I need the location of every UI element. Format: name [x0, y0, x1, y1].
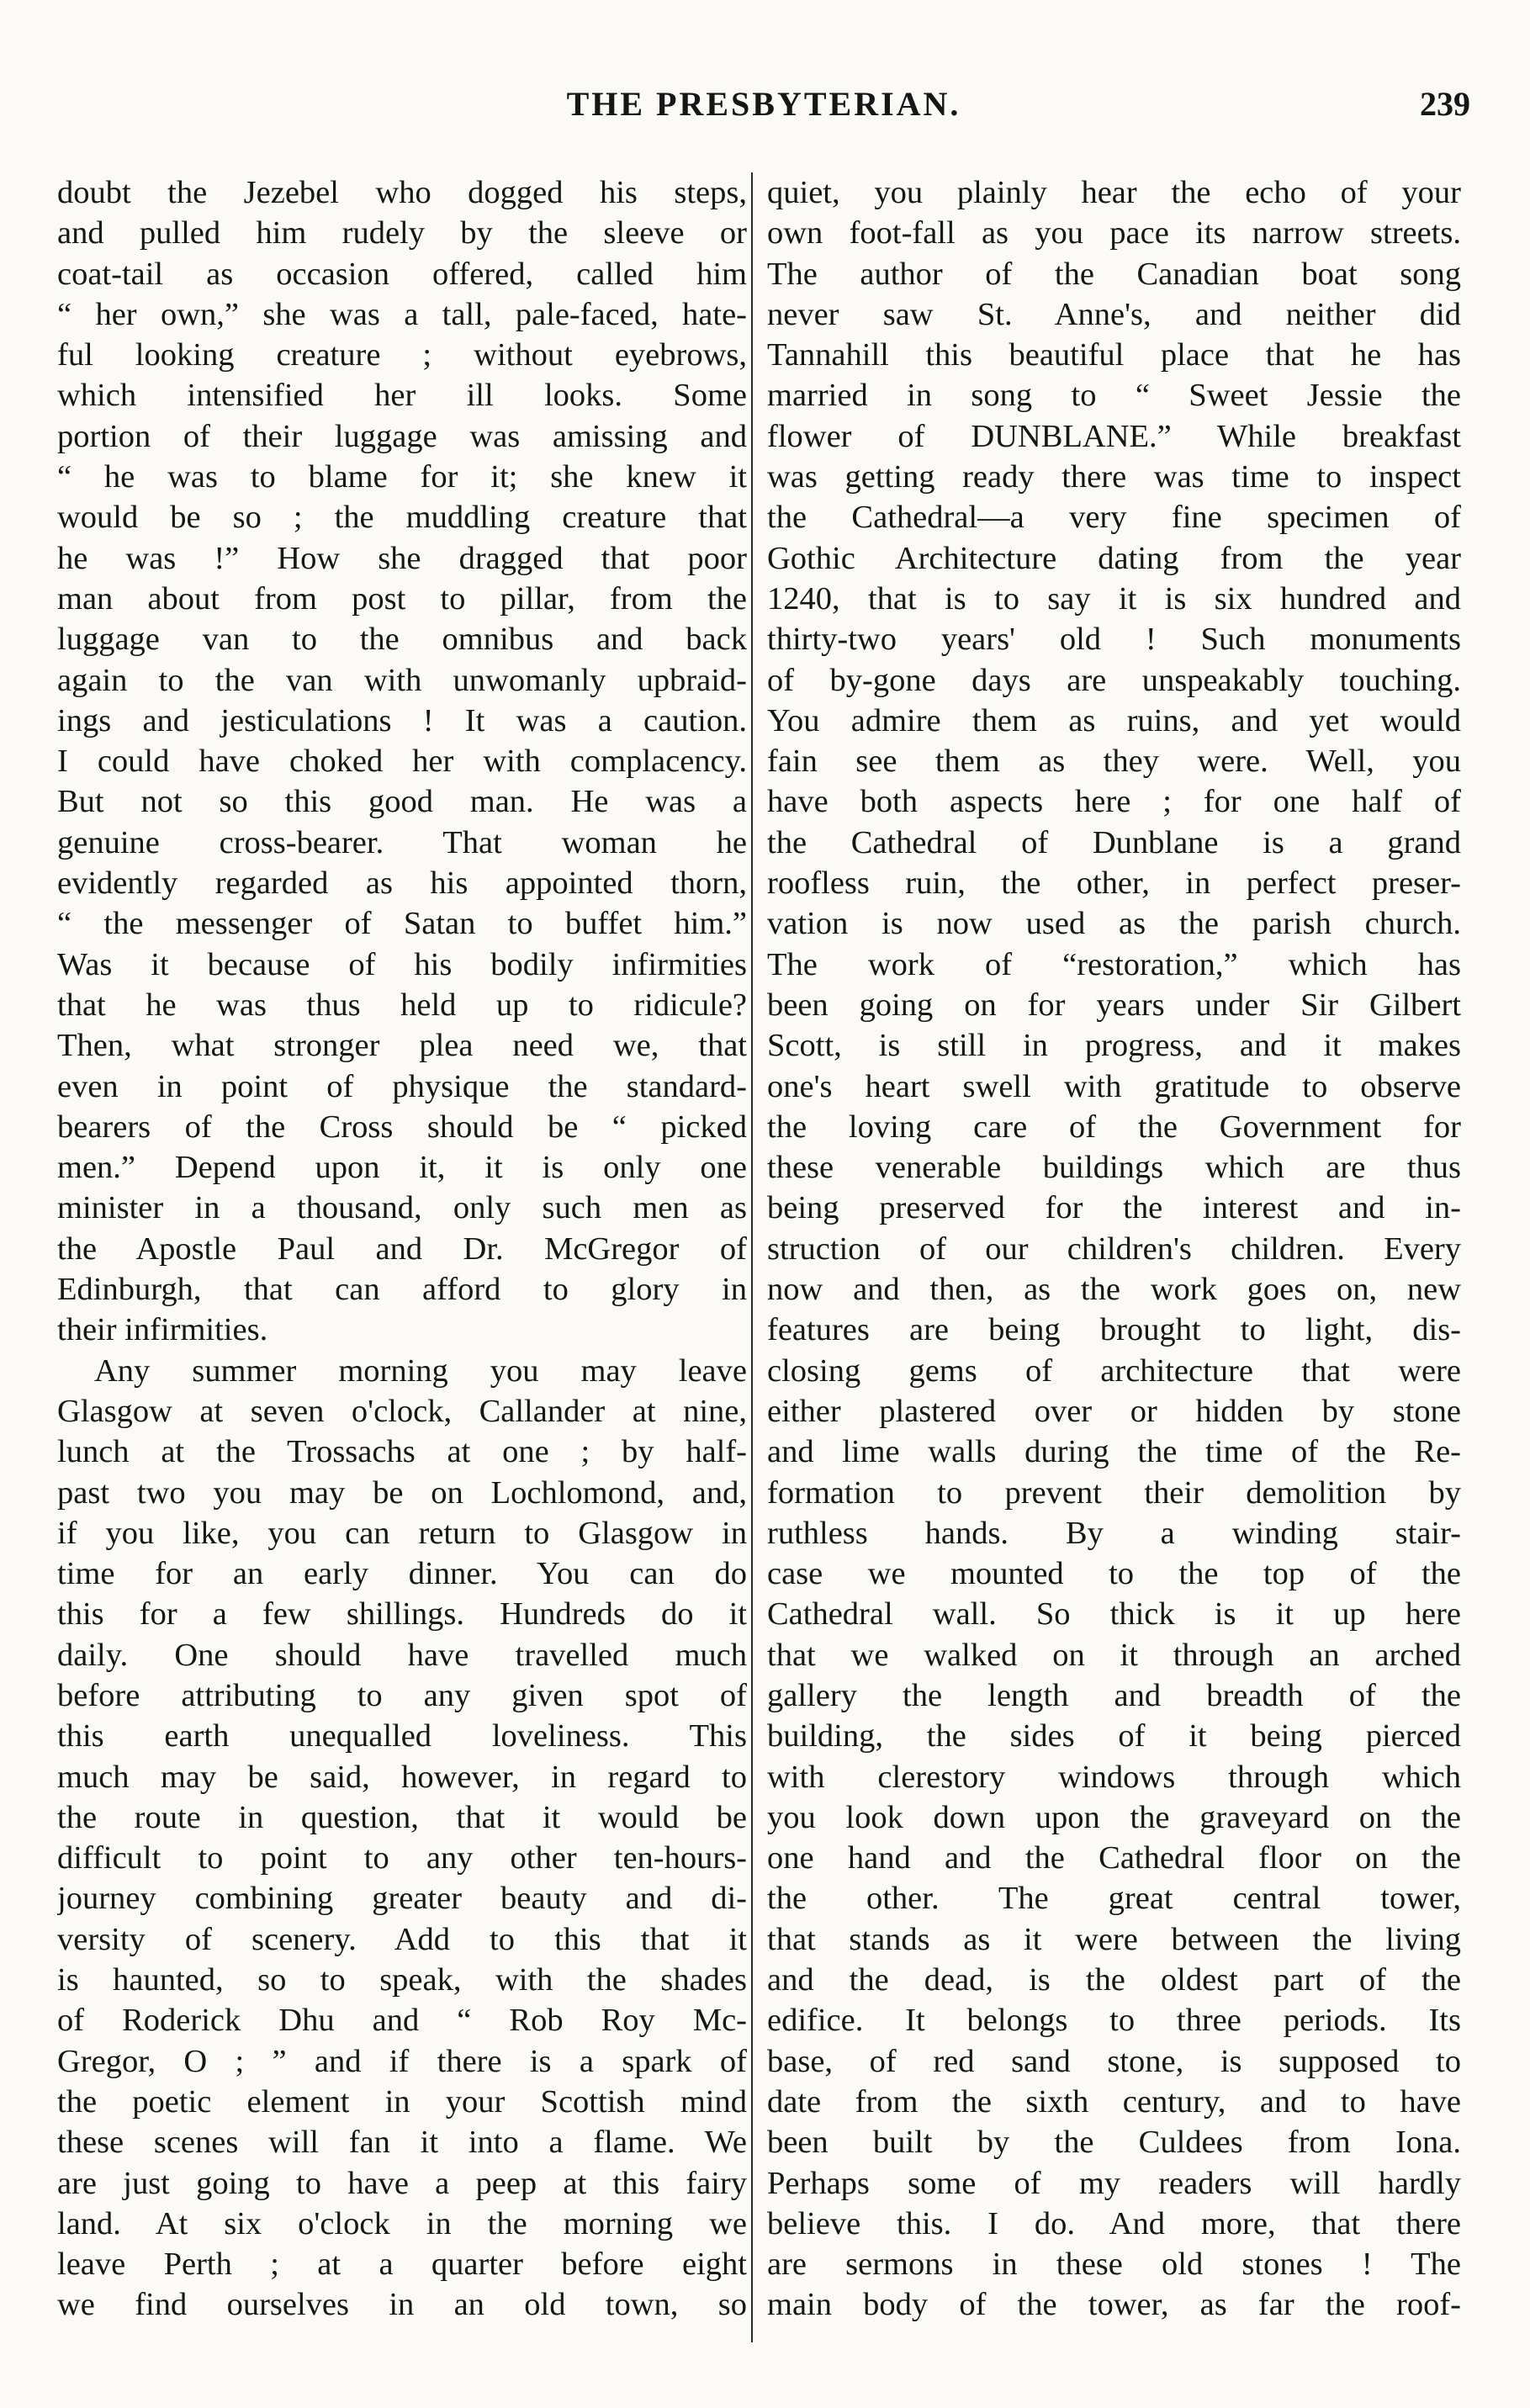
text-line: flower of DUNBLANE.” While breakfast [767, 418, 1461, 454]
text-line: before attributing to any given spot of [57, 1677, 747, 1713]
text-line: case we mounted to the top of the [767, 1556, 1461, 1592]
text-line: own foot-fall as you pace its narrow streets. [767, 215, 1461, 251]
text-line: building, the sides of it being pierced [767, 1718, 1461, 1754]
text-line: one hand and the Cathedral floor on the [767, 1840, 1461, 1876]
text-line: journey combining greater beauty and di- [57, 1881, 747, 1917]
text-line: being preserved for the interest and in- [767, 1190, 1461, 1226]
text-line: that stands as it were between the living [767, 1921, 1461, 1957]
text-line: roofless ruin, the other, in perfect preser- [767, 865, 1461, 902]
text-line: the Cathedral of Dunblane is a grand [767, 824, 1461, 860]
text-line: is haunted, so to speak, with the shades [57, 1962, 747, 1998]
text-line: these venerable buildings which are thus [767, 1150, 1461, 1186]
text-line: Gothic Architecture dating from the year [767, 540, 1461, 576]
text-line: and the dead, is the oldest part of the [767, 1962, 1461, 1998]
text-line: that we walked on it through an arched [767, 1637, 1461, 1673]
text-line: the Cathedral—a very fine specimen of [767, 500, 1461, 536]
text-line: their infirmities. [57, 1312, 268, 1348]
text-line: the other. The great central tower, [767, 1881, 1461, 1917]
text-line: man about from post to pillar, from the [57, 580, 747, 617]
text-line: the loving care of the Government for [767, 1109, 1461, 1145]
text-line: You admire them as ruins, and yet would [767, 702, 1461, 738]
text-line: past two you may be on Lochlomond, and, [57, 1474, 747, 1511]
text-line: Cathedral wall. So thick is it up here [767, 1596, 1461, 1633]
text-line: been going on for years under Sir Gilbert [767, 987, 1461, 1023]
text-line: this for a few shillings. Hundreds do it [57, 1596, 747, 1633]
text-line: are just going to have a peep at this fairy [57, 2165, 747, 2201]
text-line: date from the sixth century, and to have [767, 2083, 1461, 2120]
text-line: would be so ; the muddling creature that [57, 500, 747, 536]
text-line: married in song to “ Sweet Jessie the [767, 378, 1461, 414]
column-divider [751, 172, 753, 2342]
text-line: “ her own,” she was a tall, pale-faced, hate- [57, 296, 747, 332]
page-header [57, 84, 1470, 143]
text-line: Tannahill this beautiful place that he has [767, 337, 1461, 373]
text-line: 1240, that is to say it is six hundred and [767, 580, 1461, 617]
page-number: 239 [1420, 85, 1470, 123]
text-line: genuine cross-bearer. That woman he [57, 824, 747, 860]
text-line: these scenes will fan it into a flame. We [57, 2125, 747, 2161]
text-line: the route in question, that it would be [57, 1799, 747, 1835]
text-line: and lime walls during the time of the Re- [767, 1434, 1461, 1470]
text-line: The author of the Canadian boat song [767, 256, 1461, 292]
text-line: of Roderick Dhu and “ Rob Roy Mc- [57, 2003, 747, 2039]
text-line: versity of scenery. Add to this that it [57, 1921, 747, 1957]
text-line: minister in a thousand, only such men as [57, 1190, 747, 1226]
text-line: Was it because of his bodily infirmities [57, 946, 747, 982]
text-line: Perhaps some of my readers will hardly [767, 2165, 1461, 2201]
text-line: even in point of physique the standard- [57, 1068, 747, 1104]
text-line: lunch at the Trossachs at one ; by half- [57, 1434, 747, 1470]
text-line: portion of their luggage was amissing and [57, 418, 747, 454]
left-column [57, 172, 747, 2359]
text-line: leave Perth ; at a quarter before eight [57, 2247, 747, 2283]
text-line: with clerestory windows through which [767, 1759, 1461, 1795]
text-line: of by-gone days are unspeakably touching. [767, 662, 1461, 698]
text-line: Gregor, O ; ” and if there is a spark of [57, 2043, 747, 2079]
text-line: Then, what stronger plea need we, that [57, 1028, 747, 1064]
text-line: formation to prevent their demolition by [767, 1474, 1461, 1511]
text-line: the Apostle Paul and Dr. McGregor of [57, 1230, 747, 1267]
text-line: bearers of the Cross should be “ picked [57, 1109, 747, 1145]
text-line: much may be said, however, in regard to [57, 1759, 747, 1795]
text-line: edifice. It belongs to three periods. Its [767, 2003, 1461, 2039]
running-head: THE PRESBYTERIAN. [566, 85, 961, 123]
text-line: difficult to point to any other ten-hours- [57, 1840, 747, 1876]
text-line: Any summer morning you may leave [94, 1352, 747, 1389]
text-line: “ the messenger of Satan to buffet him.” [57, 906, 747, 942]
text-line: ruthless hands. By a winding stair- [767, 1515, 1461, 1551]
text-line: you look down upon the graveyard on the [767, 1799, 1461, 1835]
text-line: either plastered over or hidden by stone [767, 1393, 1461, 1429]
text-line: coat-tail as occasion offered, called him [57, 256, 747, 292]
text-line: he was !” How she dragged that poor [57, 540, 747, 576]
right-column [767, 172, 1461, 2359]
text-line: doubt the Jezebel who dogged his steps, [57, 175, 747, 210]
text-line: again to the van with unwomanly upbraid- [57, 662, 747, 698]
text-line: believe this. I do. And more, that there [767, 2205, 1461, 2241]
text-line: quiet, you plainly hear the echo of your [767, 175, 1461, 210]
text-line: that he was thus held up to ridicule? [57, 987, 747, 1023]
text-line: have both aspects here ; for one half of [767, 784, 1461, 820]
text-line: Glasgow at seven o'clock, Callander at nine, [57, 1393, 747, 1429]
text-line: which intensified her ill looks. Some [57, 378, 747, 414]
text-line: thirty-two years' old ! Such monuments [767, 622, 1461, 658]
text-line: Edinburgh, that can afford to glory in [57, 1272, 747, 1308]
text-line: features are being brought to light, dis- [767, 1312, 1461, 1348]
text-line: if you like, you can return to Glasgow in [57, 1515, 747, 1551]
text-line: never saw St. Anne's, and neither did [767, 296, 1461, 332]
text-line: gallery the length and breadth of the [767, 1677, 1461, 1713]
text-line: was getting ready there was time to inspect [767, 459, 1461, 495]
text-line: “ he was to blame for it; she knew it [57, 459, 747, 495]
text-line: base, of red sand stone, is supposed to [767, 2043, 1461, 2079]
text-line: vation is now used as the parish church. [767, 906, 1461, 942]
text-line: one's heart swell with gratitude to observe [767, 1068, 1461, 1104]
text-line: luggage van to the omnibus and back [57, 622, 747, 658]
text-line: struction of our children's children. Every [767, 1230, 1461, 1267]
text-line: the poetic element in your Scottish mind [57, 2083, 747, 2120]
text-line: But not so this good man. He was a [57, 784, 747, 820]
text-line: are sermons in these old stones ! The [767, 2247, 1461, 2283]
text-line: ful looking creature ; without eyebrows, [57, 337, 747, 373]
text-line: and pulled him rudely by the sleeve or [57, 215, 747, 251]
text-line: time for an early dinner. You can do [57, 1556, 747, 1592]
text-line: men.” Depend upon it, it is only one [57, 1150, 747, 1186]
text-line: daily. One should have travelled much [57, 1637, 747, 1673]
text-line: we find ourselves in an old town, so [57, 2287, 747, 2323]
text-line: Scott, is still in progress, and it makes [767, 1028, 1461, 1064]
text-line: evidently regarded as his appointed thorn, [57, 865, 747, 902]
text-line: land. At six o'clock in the morning we [57, 2205, 747, 2241]
text-line: fain see them as they were. Well, you [767, 744, 1461, 780]
text-line: been built by the Culdees from Iona. [767, 2125, 1461, 2161]
text-line: The work of “restoration,” which has [767, 946, 1461, 982]
text-line: main body of the tower, as far the roof- [767, 2287, 1461, 2323]
text-line: ings and jesticulations ! It was a caution. [57, 702, 747, 738]
text-line: I could have choked her with complacency. [57, 744, 747, 780]
text-line: this earth unequalled loveliness. This [57, 1718, 747, 1754]
text-line: now and then, as the work goes on, new [767, 1272, 1461, 1308]
text-line: closing gems of architecture that were [767, 1352, 1461, 1389]
